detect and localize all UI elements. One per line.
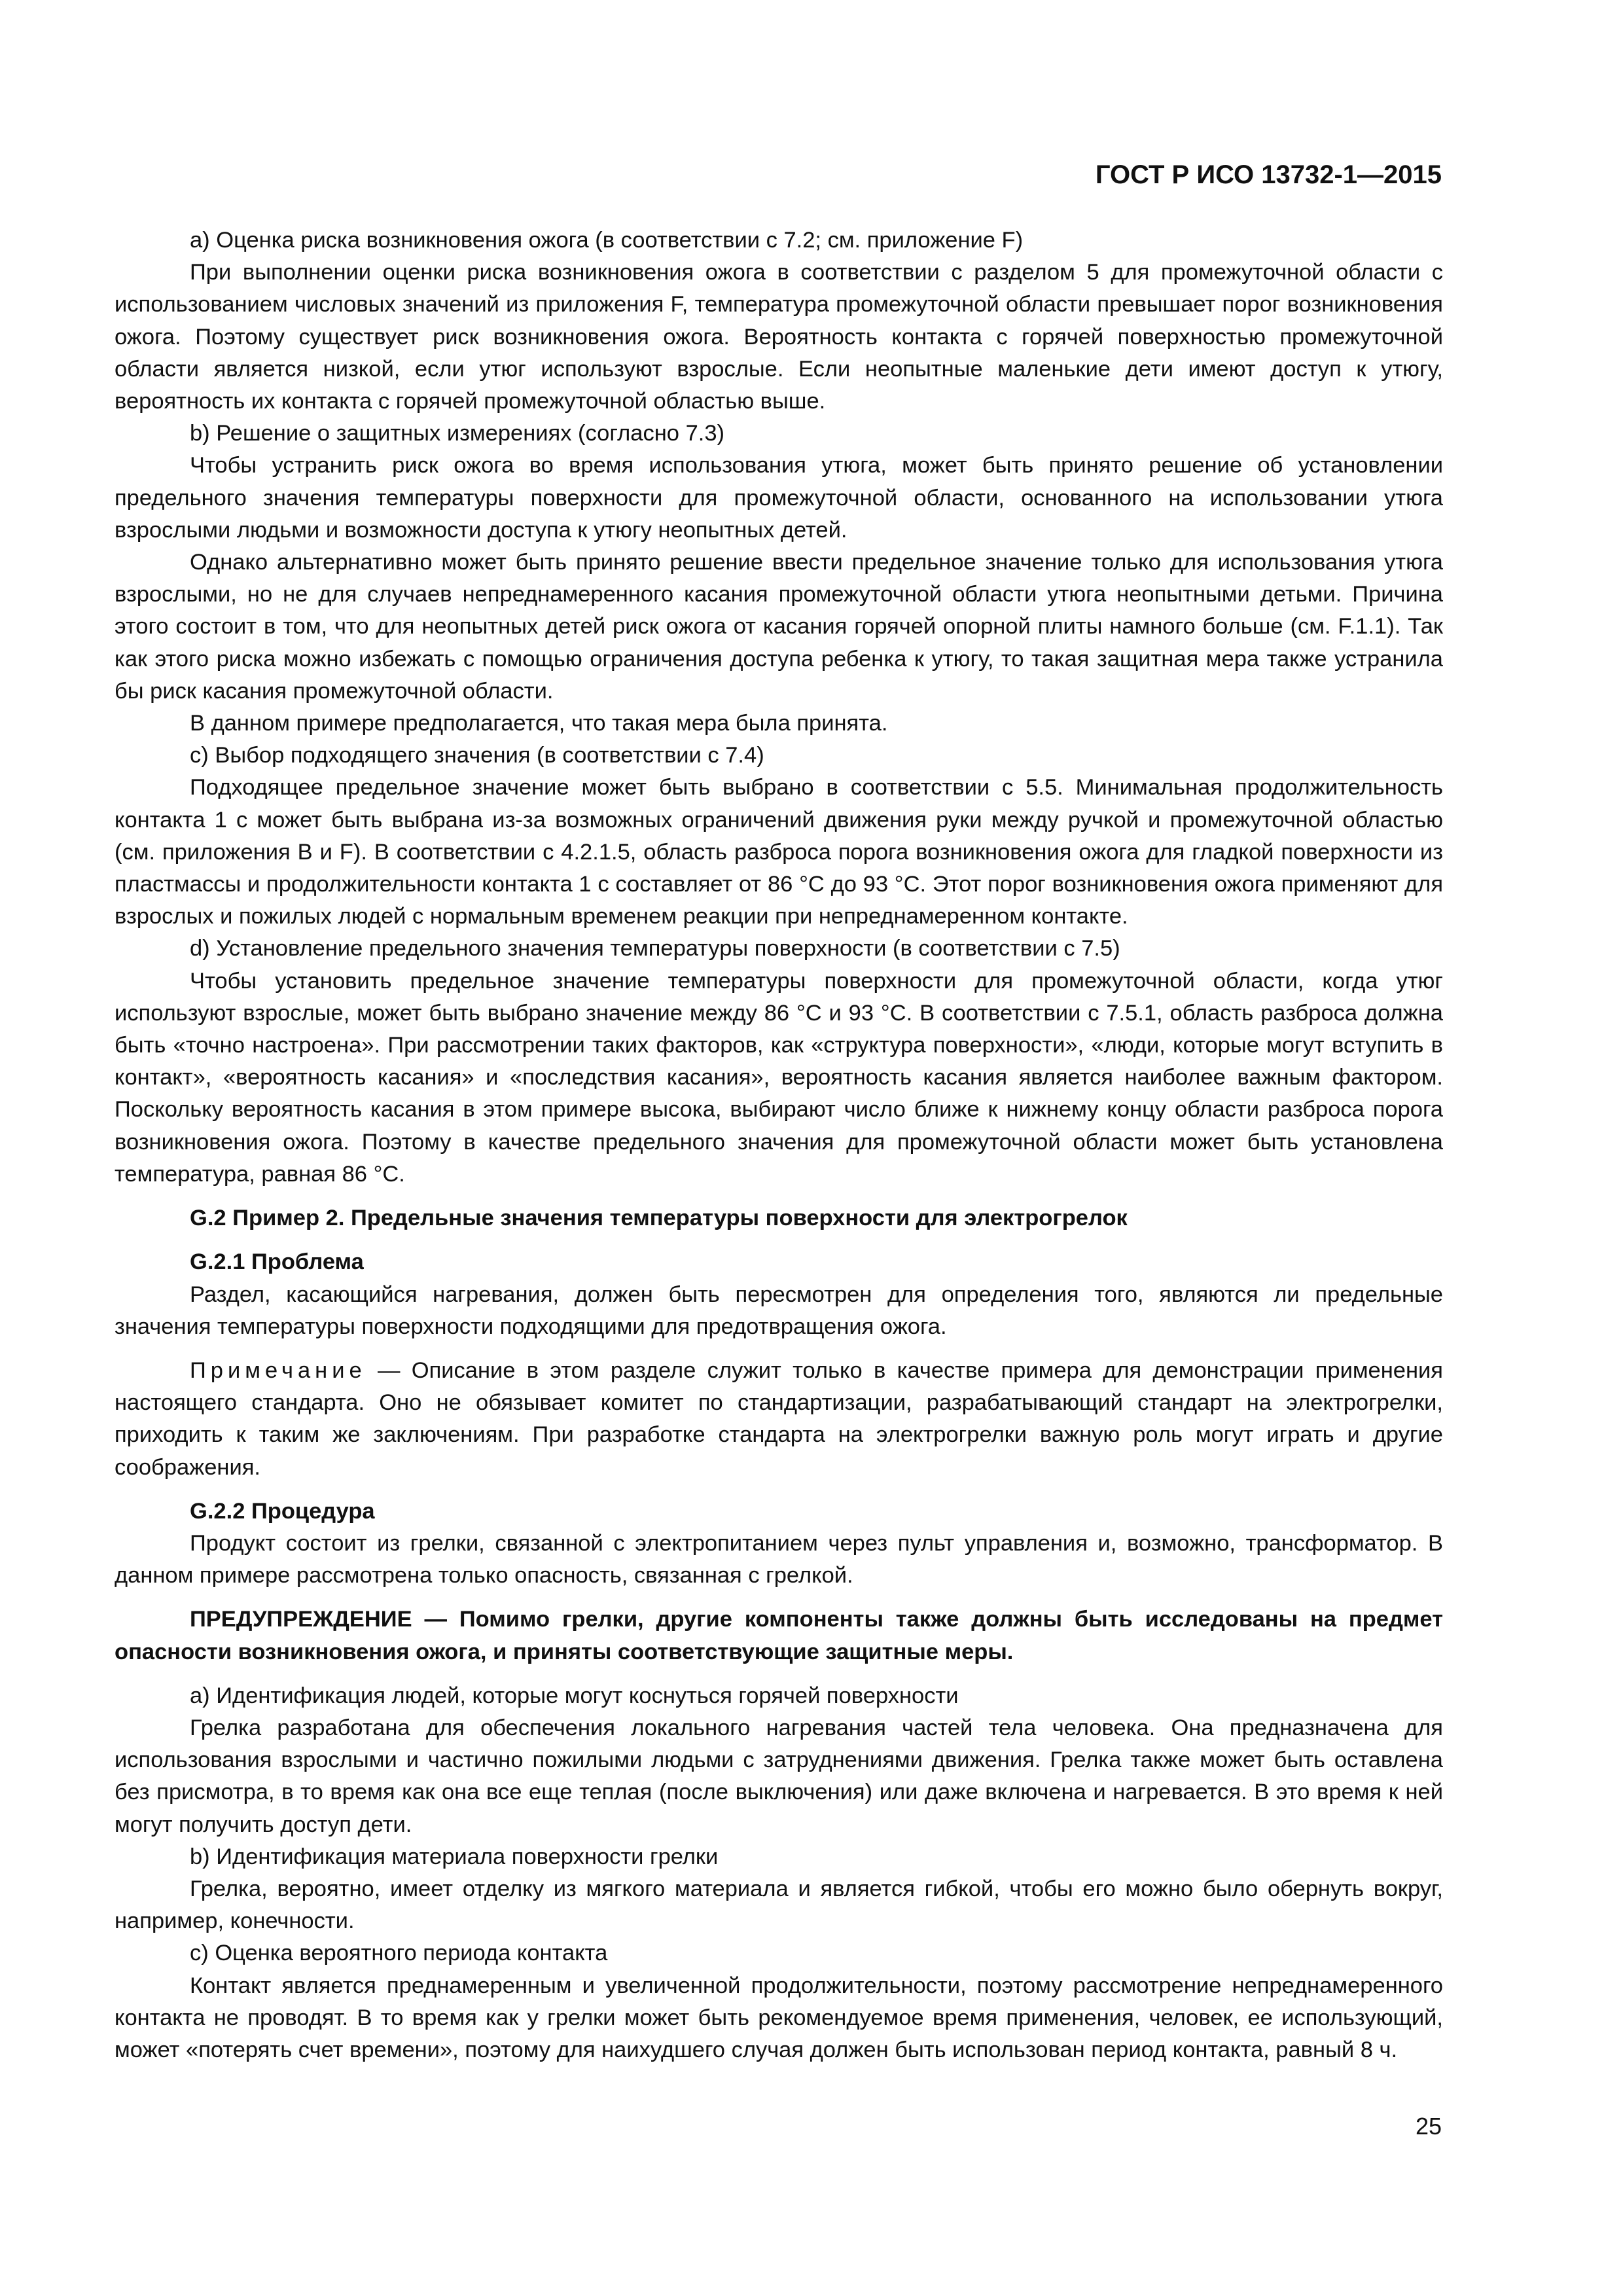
document-code-header: ГОСТ Р ИСО 13732-1—2015 [1095, 160, 1442, 189]
note-text: — Описание в этом разделе служит только в качестве примера для демонстрации применения настоящего стандарта. Оно не обязывает комитет по стандартизации, разрабатывающий стандарт на электрогрелки, приходить к таким же заключениям. При разработке стандарта на электрогрелки важную роль могут играть и другие соображения. [115, 1357, 1443, 1480]
paragraph: Однако альтернативно может быть принято решение ввести предельное значение только для использования утюга взрослыми, но не для случаев непреднамеренного касания промежуточной области утюга неопытными детьми. Причина этого состоит в том, что для неопытных детей риск ожога от касания горячей опорной плиты намного больше (см. F.1.1). Так как этого риска можно избежать с помощью ограничения доступа ребенка к утюгу, то такая защитная мера также устранила бы риск касания промежуточной области. [115, 550, 1443, 704]
paragraph-a: a) Оценка риска возникновения ожога (в соответствии с 7.2; см. приложение F) [190, 228, 1024, 253]
item-a: a) Идентификация людей, которые могут коснуться горячей поверхности [190, 1683, 959, 1708]
item-b: b) Идентификация материала поверхности грелки [190, 1844, 719, 1869]
paragraph: Раздел, касающийся нагревания, должен быть пересмотрен для определения того, являются ли предельные значения температуры поверхности подходящими для предотвращения ожога. [115, 1282, 1443, 1339]
paragraph: Подходящее предельное значение может быть выбрано в соответствии с 5.5. Минимальная продолжительность контакта 1 с может быть выбрана из-за возможных ограничений движения руки между ручкой и промежуточной областью (см. приложения В и F). В соответствии с 4.2.1.5, область разброса порога возникновения ожога для гладкой поверхности из пластмассы и продолжительности контакта 1 с составляет от 86 °C до 93 °C. Этот порог возникновения ожога применяют для взрослых и пожилых людей с нормальным временем реакции при непреднамеренном контакте. [115, 775, 1443, 929]
paragraph-d: d) Установление предельного значения температуры поверхности (в соответствии с 7.5) [190, 936, 1120, 961]
paragraph: При выполнении оценки риска возникновения ожога в соответствии с разделом 5 для промежуточной области с использованием числовых значений из приложения F, температура промежуточной области превышает порог возникновения ожога. Поэтому существует риск возникновения ожога. Вероятность контакта с горячей поверхностью промежуточной области является низкой, если утюг используют взрослые. Если неопытные маленькие дети имеют доступ к утюгу, вероятность их контакта с горячей промежуточной областью выше. [115, 260, 1443, 414]
warning-paragraph: ПРЕДУПРЕЖДЕНИЕ — Помимо грелки, другие компоненты также должны быть исследованы на предмет опасности возникновения ожога, и приняты соответствующие защитные меры. [115, 1607, 1443, 1664]
item-c: c) Оценка вероятного периода контакта [190, 1941, 608, 1966]
section-heading-g2: G.2 Пример 2. Предельные значения температуры поверхности для электрогрелок [190, 1206, 1128, 1231]
paragraph: Чтобы устранить риск ожога во время использования утюга, может быть принято решение об установлении предельного значения температуры поверхности для промежуточной области, основанного на использовании утюга взрослыми людьми и возможности доступа к утюгу неопытных детей. [115, 453, 1443, 543]
paragraph: Продукт состоит из грелки, связанной с электропитанием через пульт управления и, возможно, трансформатор. В данном примере рассмотрена только опасность, связанная с грелкой. [115, 1530, 1443, 1588]
paragraph: В данном примере предполагается, что такая мера была принята. [190, 711, 888, 736]
subsection-heading-g22: G.2.2 Процедура [190, 1498, 375, 1524]
page-body [115, 224, 1443, 2066]
page-number: 25 [1415, 2113, 1442, 2140]
subsection-heading-g21: G.2.1 Проблема [190, 1249, 364, 1275]
paragraph: Чтобы установить предельное значение температуры поверхности для промежуточной области, когда утюг используют взрослые, может быть выбрано значение между 86 °C и 93 °C. В соответствии с 7.5.1, область разброса должна быть «точно настроена». При рассмотрении таких факторов, как «структура поверхности», «люди, которые могут вступить в контакт», «вероятность касания» и «последствия касания», вероятность касания является наиболее важным фактором. Поскольку вероятность касания в этом примере высока, выбирают число ближе к нижнему концу области разброса порога возникновения ожога. Поэтому в качестве предельного значения для промежуточной области может быть установлена температура, равная 86 °C. [115, 968, 1443, 1187]
note-label: Примечание [190, 1357, 366, 1383]
note-paragraph [115, 1355, 1443, 1484]
paragraph-c: c) Выбор подходящего значения (в соответствии с 7.4) [190, 743, 764, 768]
paragraph: Контакт является преднамеренным и увеличенной продолжительности, поэтому рассмотрение непреднамеренного контакта не проводят. В то время как у грелки может быть рекомендуемое время применения, человек, ее использующий, может «потерять счет времени», поэтому для наихудшего случая должен быть использован период контакта, равный 8 ч. [115, 1973, 1443, 2062]
paragraph-b: b) Решение о защитных измерениях (согласно 7.3) [190, 421, 725, 446]
paragraph: Грелка разработана для обеспечения локального нагревания частей тела человека. Она предназначена для использования взрослыми и частично пожилыми людьми с затруднениями движения. Грелка также может быть оставлена без присмотра, в то время как она все еще теплая (после выключения) или даже включена и нагревается. В это время к ней могут получить доступ дети. [115, 1715, 1443, 1837]
paragraph: Грелка, вероятно, имеет отделку из мягкого материала и является гибкой, чтобы его можно было обернуть вокруг, например, конечности. [115, 1876, 1443, 1934]
